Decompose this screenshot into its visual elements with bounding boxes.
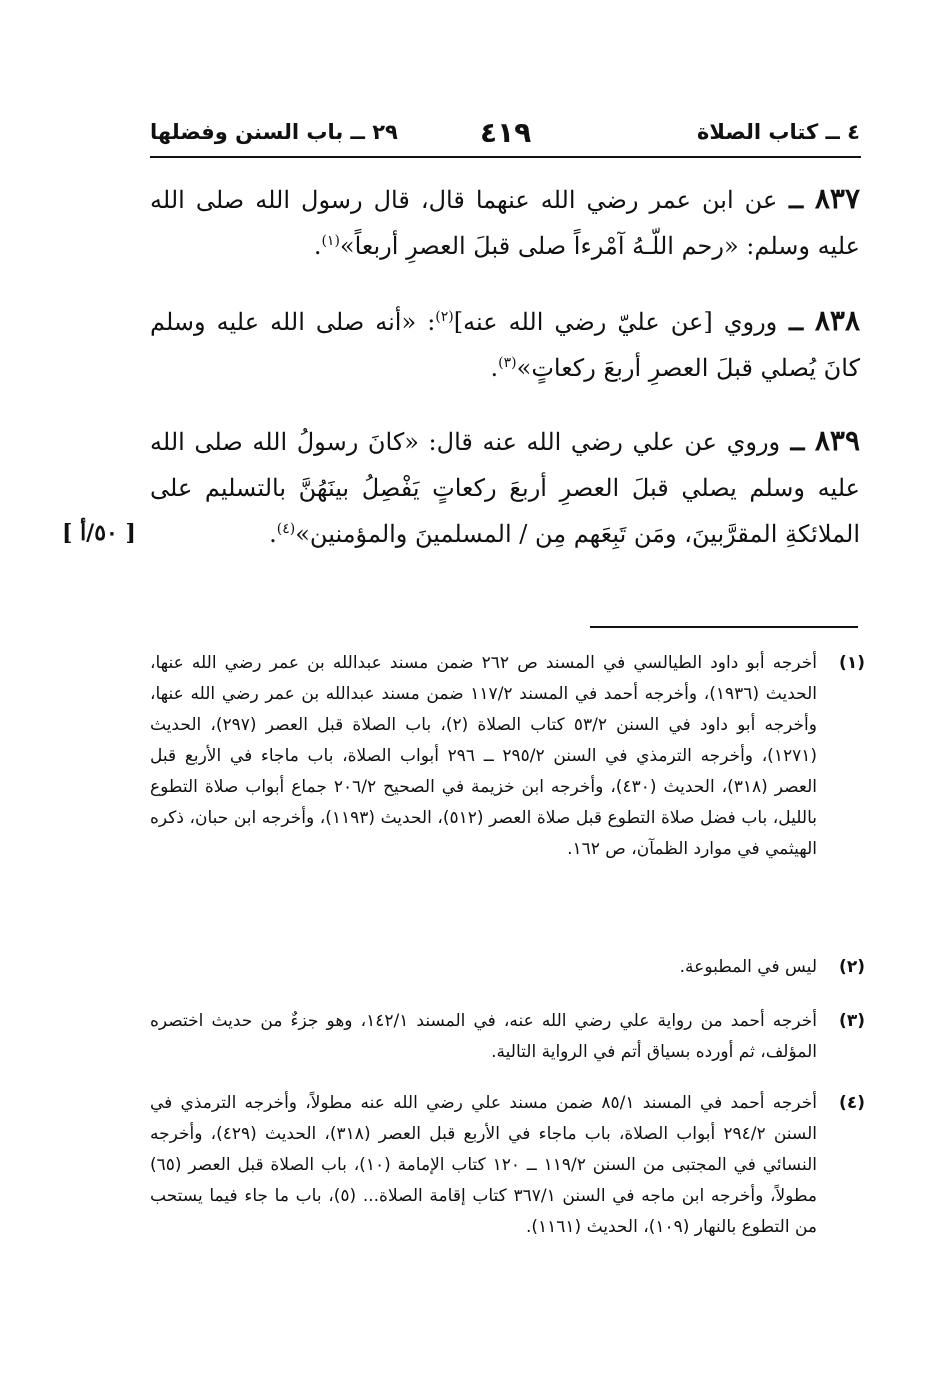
footnote-number: (٣)	[839, 1011, 865, 1031]
hadith-839	[150, 418, 860, 557]
hadith-end: .	[490, 354, 499, 382]
page-number: ٤١٩	[480, 116, 532, 149]
footnote-ref: (٤)	[276, 521, 296, 537]
section-title: ٢٩ ــ باب السنن وفضلها	[150, 120, 398, 144]
footnote-text: أخرجه أحمد في المسند ٨٥/١ ضمن مسند علي رضي الله عنه مطولاً، وأخرجه الترمذي في السنن ٢٩٤/٢ أبواب الصلاة، باب ماجاء في الأربع قبل العصر (٣١٨)، الحديث (٤٢٩)، وأخرجه النسائي في المجتبى من السنن ١١٩/٢ ــ ١٢٠ كتاب الإمامة (١٠)، باب الصلاة قبل العصر (٦٥) مطولاً، وأخرجه ابن ماجه في السنن ٣٦٧/١ كتاب إقامة الصلاة... (٥)، باب ما جاء فيما يستحب من التطوع بالنهار (١٠٩)، الحديث (١١٦١).	[150, 1093, 818, 1237]
hadith-end: .	[269, 520, 277, 548]
hadith-dash: ــ	[777, 307, 815, 336]
hadith-838	[150, 298, 860, 391]
footnote-number: (٢)	[839, 957, 865, 977]
footnote-ref: (١)	[321, 233, 340, 249]
hadith-837	[150, 176, 860, 269]
footnote-text: أخرجه أبو داود الطيالسي في المسند ص ٢٦٢ ضمن مسند عبدالله بن عمر رضي الله عنها، الحديث (١٩٣٦)، وأخرجه أحمد في المسند ١١٧/٢ ضمن مسند عبدالله بن عمر رضي الله عنها، وأخرجه أبو داود في السنن ٥٣/٢ كتاب الصلاة (٢)، باب الصلاة قبل العصر (٢٩٧)، الحديث (١٢٧١)، وأخرجه الترمذي في السنن ٢٩٥/٢ ــ ٢٩٦ أبواب الصلاة، باب ماجاء في الأربع قبل العصر (٣١٨)، الحديث (٤٣٠)، وأخرجه ابن خزيمة في الصحيح ٢٠٦/٢ جماع أبواب صلاة التطوع بالليل، باب فضل صلاة التطوع قبل صلاة العصر (٥١٢)، الحديث (١١٩٣)، وأخرجه ابن حبان، ذكره الهيثمي في موارد الظمآن، ص ١٦٢.	[150, 653, 818, 859]
chapter-title: ٤ ــ كتاب الصلاة	[696, 120, 860, 144]
manuscript-folio-marker: [ ٥٠/أ ]	[62, 520, 136, 546]
hadith-number: ٨٣٩	[814, 424, 860, 457]
hadith-end: .	[313, 232, 322, 260]
footnote-separator	[590, 626, 858, 628]
hadith-number: ٨٣٧	[814, 182, 860, 215]
footnote-number: (٤)	[839, 1093, 865, 1113]
footnote-1	[150, 648, 865, 865]
footnote-3	[150, 1006, 865, 1068]
hadith-text-cont: : «أنه صلى الله عليه وسلم كانَ يُصلي قبلَ العصرِ أربعَ ركعاتٍ»	[150, 308, 860, 382]
footnote-ref: (٢)	[435, 309, 454, 325]
hadith-text: عن ابن عمر رضي الله عنهما قال، قال رسول الله صلى الله عليه وسلم: «رحم اللّـهُ آمْرءاً صلى قبلَ العصرِ أربعاً»	[150, 186, 860, 260]
header-rule	[150, 156, 861, 158]
footnote-number: (١)	[839, 653, 865, 673]
footnote-2	[150, 952, 865, 983]
hadith-dash: ــ	[780, 427, 815, 456]
footnote-text: أخرجه أحمد من رواية علي رضي الله عنه، في المسند ١٤٢/١، وهو جزءٌ من حديث اختصره المؤلف، ثم أورده بسياق أتم في الرواية التالية.	[150, 1011, 818, 1062]
running-header	[150, 118, 860, 154]
footnote-text: ليس في المطبوعة.	[679, 957, 817, 977]
hadith-dash: ــ	[777, 185, 815, 214]
hadith-number: ٨٣٨	[814, 304, 860, 337]
hadith-text: وروي [عن عليّ رضي الله عنه]	[453, 308, 778, 336]
hadith-text: وروي عن علي رضي الله عنه قال: «كانَ رسولُ الله صلى الله عليه وسلم يصلي قبلَ العصرِ أربعَ ركعاتٍ يَفْصِلُ بينَهُنَّ بالتسليم على الملائكةِ المقرَّبينَ، ومَن تَبِعَهم مِن / المسلمينَ والمؤمنين»	[150, 428, 860, 548]
footnote-ref: (٣)	[498, 355, 517, 371]
footnote-4	[150, 1088, 865, 1243]
